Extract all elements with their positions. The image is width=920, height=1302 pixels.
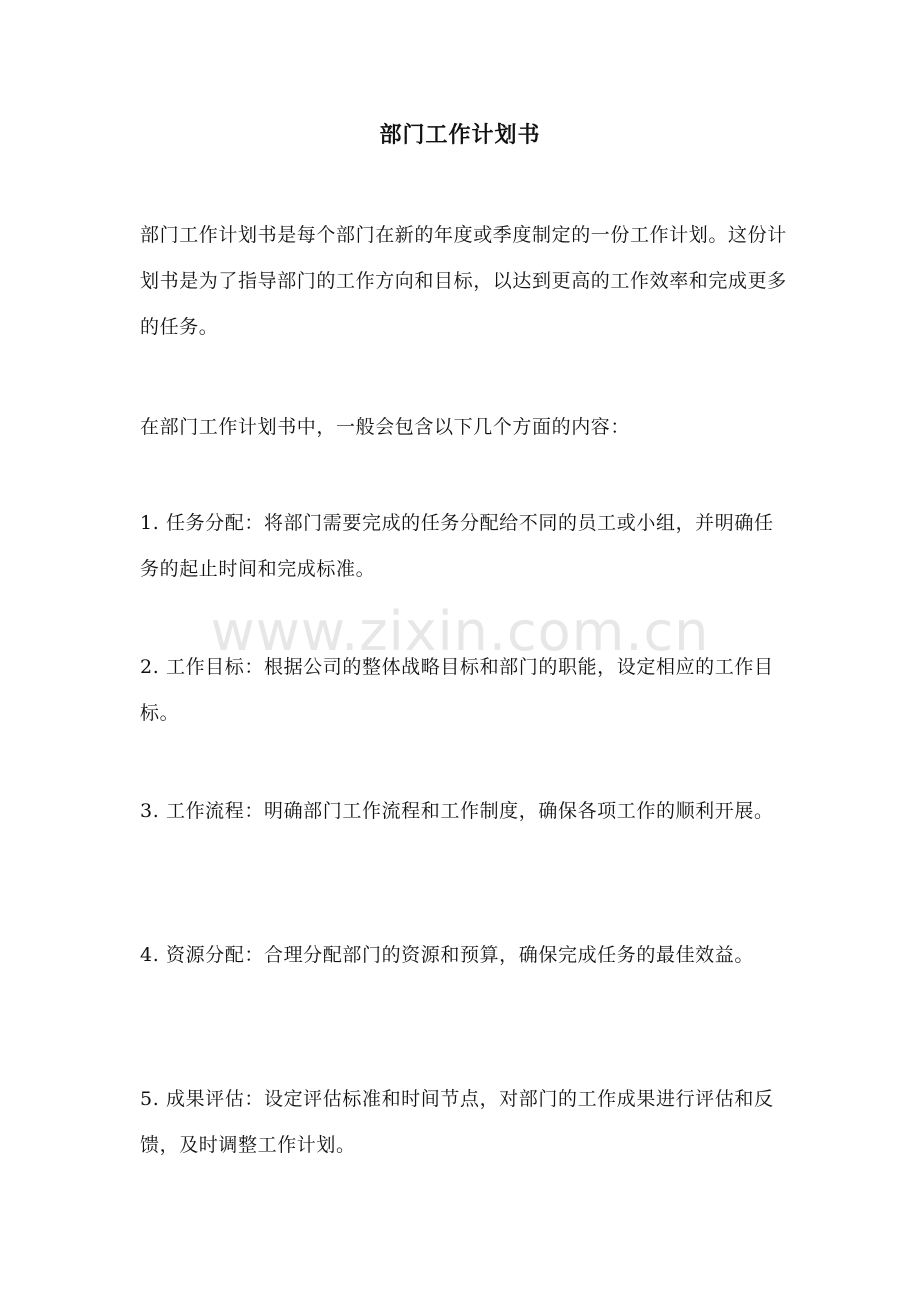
list-item-workflow: 3. 工作流程：明确部门工作流程和工作制度，确保各项工作的顺利开展。 [140,800,774,822]
document-title: 部门工作计划书 [379,122,541,148]
list-item-resource-allocation: 4. 资源分配：合理分配部门的资源和预算，确保完成任务的最佳效益。 [140,944,754,966]
watermark: www.zixin.com.cn [210,600,710,663]
list-item-result-evaluation: 5. 成果评估：设定评估标准和时间节点，对部门的工作成果进行评估和反馈，及时调整工作计划。 [140,1088,774,1156]
list-item-task-allocation: 1. 任务分配：将部门需要完成的任务分配给不同的员工或小组，并明确任务的起止时间和完成标准。 [140,512,774,580]
content-intro-paragraph: 在部门工作计划书中，一般会包含以下几个方面的内容： [140,416,631,438]
list-item-work-goals: 2. 工作目标：根据公司的整体战略目标和部门的职能，设定相应的工作目标。 [140,656,774,724]
intro-paragraph: 部门工作计划书是每个部门在新的年度或季度制定的一份工作计划。这份计划书是为了指导部门的工作方向和目标，以达到更高的工作效率和完成更多的任务。 [140,224,787,338]
